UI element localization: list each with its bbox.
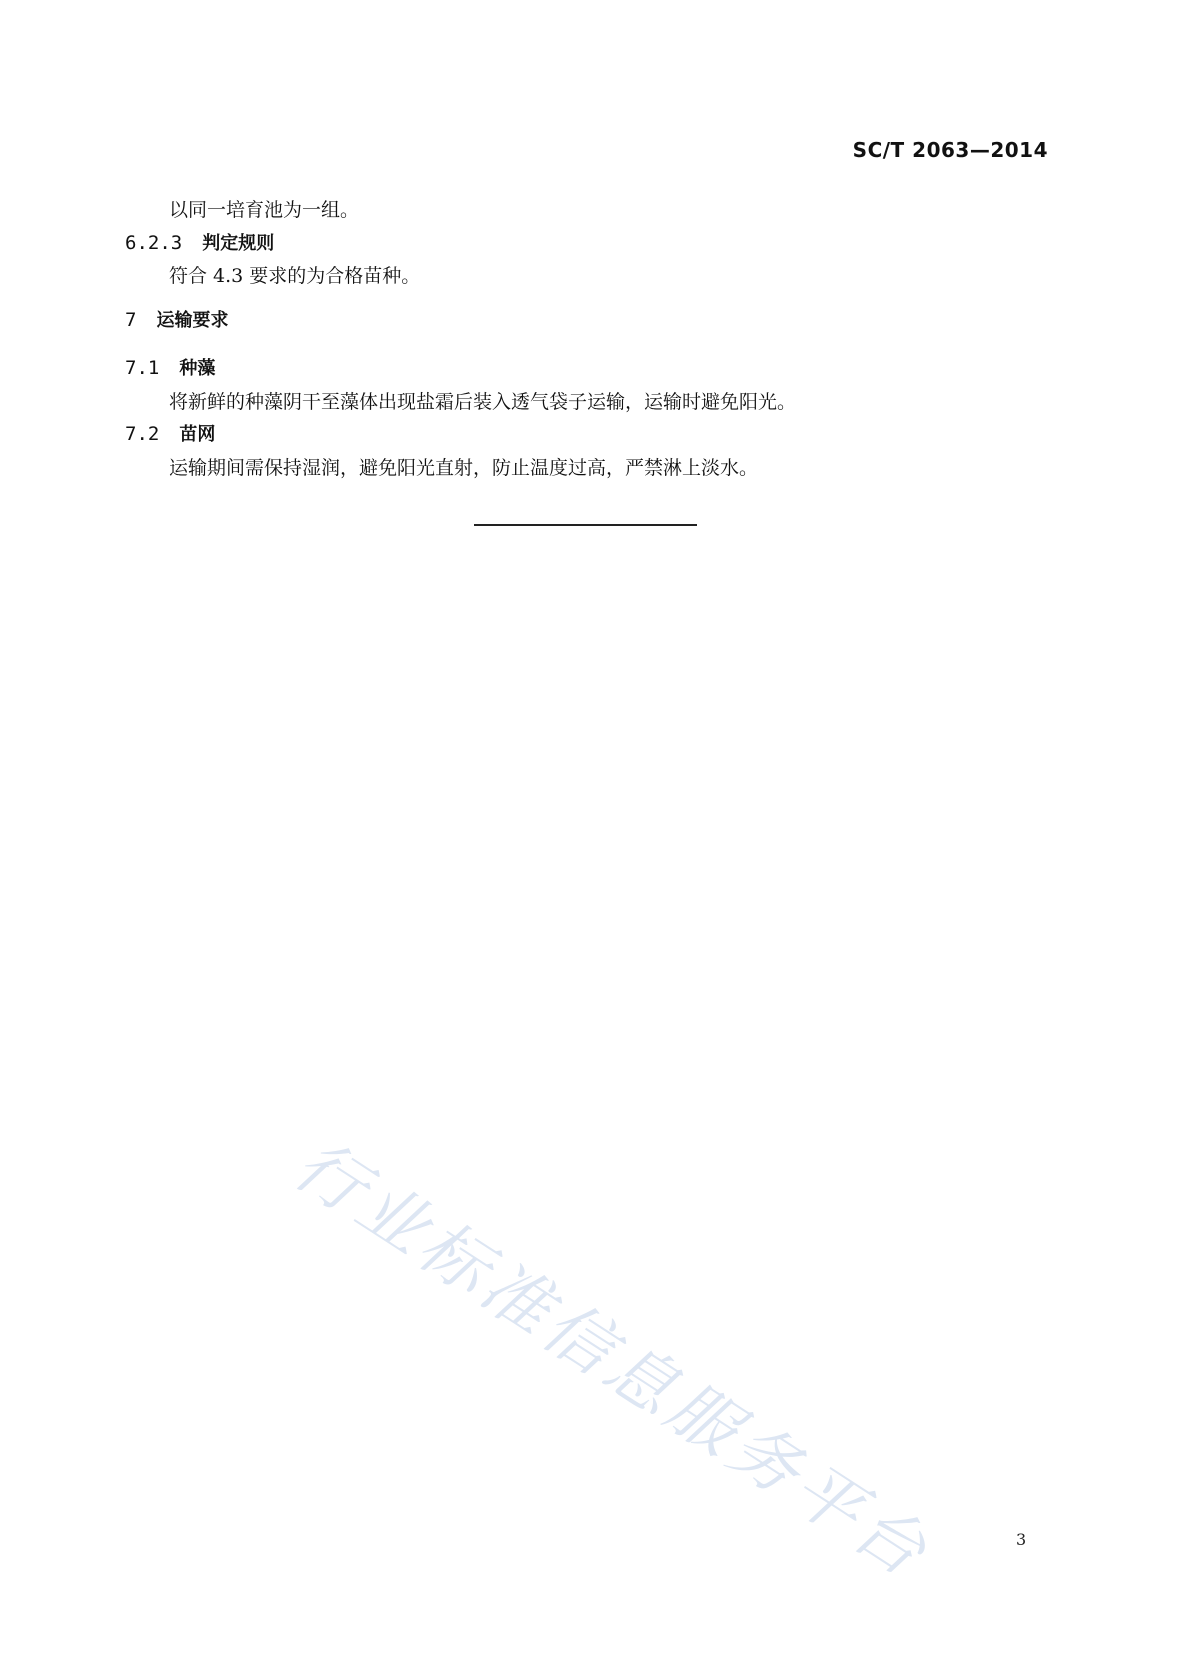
standard-code: SC/T 2063—2014 [852,138,1048,162]
section-7-1-heading [125,356,215,381]
section-title: 判定规则 [202,233,275,254]
section-number: 6.2.3 [125,232,183,254]
paragraph-grouping: 以同一培育池为一组。 [169,199,360,221]
page-number: 3 [1016,1530,1027,1549]
section-6-2-3-body: 符合 4.3 要求的为合格苗种。 [169,265,421,287]
section-7-2-heading [125,422,215,447]
section-title: 种藻 [179,358,216,379]
section-7-2-body: 运输期间需保持湿润，避免阳光直射，防止温度过高，严禁淋上淡水。 [169,457,759,479]
section-number: 7 [125,309,137,331]
section-7-heading [125,308,228,333]
end-divider [474,524,697,526]
section-number: 7.2 [125,423,160,445]
section-number: 7.1 [125,357,160,379]
section-title: 苗网 [179,424,216,445]
section-title: 运输要求 [156,310,229,331]
section-6-2-3-heading [125,231,274,256]
watermark: 行业标准信息服务平台 [280,1125,944,1595]
section-7-1-body: 将新鲜的种藻阴干至藻体出现盐霜后装入透气袋子运输，运输时避免阳光。 [169,391,797,413]
